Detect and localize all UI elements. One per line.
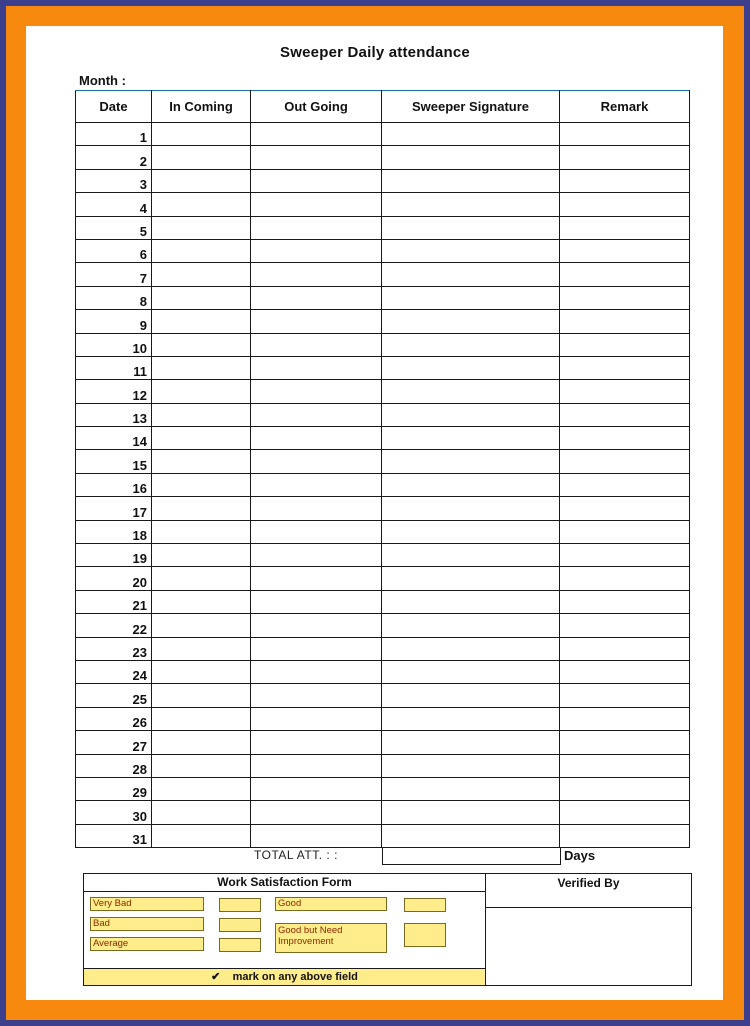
in-coming-cell[interactable] [152,169,251,192]
table-row [76,824,690,847]
in-coming-cell[interactable] [152,193,251,216]
date-cell: 4 [76,193,152,216]
out-going-cell[interactable] [251,193,382,216]
date-cell: 16 [76,473,152,496]
table-row [76,801,690,824]
out-going-cell[interactable] [251,614,382,637]
signature-cell[interactable] [382,731,560,754]
remark-cell[interactable] [560,473,690,496]
table-row [76,193,690,216]
table-row [76,777,690,800]
in-coming-cell[interactable] [152,333,251,356]
in-coming-cell[interactable] [152,497,251,520]
signature-cell[interactable] [382,239,560,262]
remark-cell[interactable] [560,216,690,239]
verified-by-box [485,873,692,986]
remark-cell[interactable] [560,333,690,356]
header-row [76,91,690,123]
remark-cell[interactable] [560,660,690,683]
remark-cell[interactable] [560,684,690,707]
table-row [76,450,690,473]
checkbox-good[interactable] [404,898,446,912]
table-row [76,239,690,262]
signature-cell[interactable] [382,123,560,146]
signature-cell[interactable] [382,520,560,543]
date-cell: 17 [76,497,152,520]
in-coming-cell[interactable] [152,450,251,473]
remark-cell[interactable] [560,707,690,730]
signature-cell[interactable] [382,660,560,683]
table-row [76,427,690,450]
total-att-label: TOTAL ATT. : : [254,848,338,862]
date-cell: 21 [76,590,152,613]
out-going-cell[interactable] [251,801,382,824]
out-going-cell[interactable] [251,637,382,660]
remark-cell[interactable] [560,169,690,192]
in-coming-cell[interactable] [152,263,251,286]
table-row [76,333,690,356]
remark-cell[interactable] [560,614,690,637]
signature-cell[interactable] [382,356,560,379]
col-header-out-going: Out Going [251,91,382,123]
table-row [76,380,690,403]
date-cell: 22 [76,614,152,637]
out-going-cell[interactable] [251,754,382,777]
signature-cell[interactable] [382,450,560,473]
days-label: Days [564,848,596,863]
remark-cell[interactable] [560,403,690,426]
table-row [76,660,690,683]
instruction-note [84,968,485,985]
col-header-in-coming: In Coming [152,91,251,123]
table-row [76,614,690,637]
date-cell: 5 [76,216,152,239]
in-coming-cell[interactable] [152,754,251,777]
remark-cell[interactable] [560,356,690,379]
signature-cell[interactable] [382,169,560,192]
in-coming-cell[interactable] [152,614,251,637]
out-going-cell[interactable] [251,520,382,543]
out-going-cell[interactable] [251,310,382,333]
in-coming-cell[interactable] [152,801,251,824]
date-cell: 24 [76,660,152,683]
in-coming-cell[interactable] [152,286,251,309]
out-going-cell[interactable] [251,777,382,800]
in-coming-cell[interactable] [152,520,251,543]
signature-cell[interactable] [382,801,560,824]
table-row [76,146,690,169]
out-going-cell[interactable] [251,473,382,496]
in-coming-cell[interactable] [152,216,251,239]
work-satisfaction-form [83,873,486,986]
remark-cell[interactable] [560,427,690,450]
col-header-remark: Remark [560,91,690,123]
out-going-cell[interactable] [251,380,382,403]
in-coming-cell[interactable] [152,310,251,333]
signature-cell[interactable] [382,427,560,450]
date-cell: 23 [76,637,152,660]
table-row [76,216,690,239]
in-coming-cell[interactable] [152,660,251,683]
remark-cell[interactable] [560,450,690,473]
in-coming-cell[interactable] [152,684,251,707]
out-going-cell[interactable] [251,731,382,754]
in-coming-cell[interactable] [152,403,251,426]
date-cell: 20 [76,567,152,590]
option-very-bad: Very Bad [90,897,204,911]
signature-cell[interactable] [382,567,560,590]
date-cell: 10 [76,333,152,356]
table-row [76,403,690,426]
in-coming-cell[interactable] [152,731,251,754]
table-row [76,684,690,707]
col-header-sweeper-signature: Sweeper Signature [382,91,560,123]
checkbox-average[interactable] [219,938,261,952]
out-going-cell[interactable] [251,824,382,847]
out-going-cell[interactable] [251,707,382,730]
remark-cell[interactable] [560,731,690,754]
checkbox-very-bad[interactable] [219,898,261,912]
date-cell: 9 [76,310,152,333]
remark-cell[interactable] [560,777,690,800]
attendance-table [75,90,690,848]
signature-cell[interactable] [382,310,560,333]
date-cell: 31 [76,824,152,847]
option-good: Good [275,897,387,911]
remark-cell[interactable] [560,590,690,613]
signature-cell[interactable] [382,333,560,356]
out-going-cell[interactable] [251,590,382,613]
in-coming-cell[interactable] [152,123,251,146]
date-cell: 30 [76,801,152,824]
in-coming-cell[interactable] [152,146,251,169]
total-att-field[interactable] [382,847,561,865]
table-row [76,356,690,379]
date-cell: 14 [76,427,152,450]
out-going-cell[interactable] [251,497,382,520]
date-cell: 3 [76,169,152,192]
instruction-text: mark on any above field [232,971,358,983]
in-coming-cell[interactable] [152,544,251,567]
date-cell: 7 [76,263,152,286]
col-header-date: Date [76,91,152,123]
out-going-cell[interactable] [251,660,382,683]
signature-cell[interactable] [382,590,560,613]
signature-cell[interactable] [382,286,560,309]
in-coming-cell[interactable] [152,567,251,590]
in-coming-cell[interactable] [152,590,251,613]
date-cell: 13 [76,403,152,426]
in-coming-cell[interactable] [152,637,251,660]
checkbox-bad[interactable] [219,918,261,932]
date-cell: 8 [76,286,152,309]
signature-cell[interactable] [382,193,560,216]
remark-cell[interactable] [560,637,690,660]
table-row [76,707,690,730]
checkmark-icon: ✔ [211,971,221,983]
out-going-cell[interactable] [251,286,382,309]
out-going-cell[interactable] [251,544,382,567]
out-going-cell[interactable] [251,146,382,169]
signature-cell[interactable] [382,637,560,660]
verified-by-label: Verified By [486,874,691,908]
date-cell: 19 [76,544,152,567]
in-coming-cell[interactable] [152,427,251,450]
remark-cell[interactable] [560,801,690,824]
date-cell: 26 [76,707,152,730]
table-row [76,286,690,309]
out-going-cell[interactable] [251,356,382,379]
table-row [76,754,690,777]
in-coming-cell[interactable] [152,473,251,496]
in-coming-cell[interactable] [152,239,251,262]
remark-cell[interactable] [560,239,690,262]
in-coming-cell[interactable] [152,380,251,403]
in-coming-cell[interactable] [152,707,251,730]
remark-cell[interactable] [560,380,690,403]
table-row [76,520,690,543]
date-cell: 27 [76,731,152,754]
signature-cell[interactable] [382,824,560,847]
signature-cell[interactable] [382,777,560,800]
table-row [76,567,690,590]
date-cell: 1 [76,123,152,146]
signature-cell[interactable] [382,380,560,403]
table-row [76,263,690,286]
remark-cell[interactable] [560,824,690,847]
date-cell: 2 [76,146,152,169]
signature-cell[interactable] [382,263,560,286]
out-going-cell[interactable] [251,684,382,707]
form-title: Sweeper Daily attendance [280,44,470,61]
signature-cell[interactable] [382,754,560,777]
signature-cell[interactable] [382,497,560,520]
table-row [76,637,690,660]
date-cell: 11 [76,356,152,379]
remark-cell[interactable] [560,520,690,543]
date-cell: 18 [76,520,152,543]
signature-cell[interactable] [382,544,560,567]
remark-cell[interactable] [560,310,690,333]
signature-cell[interactable] [382,684,560,707]
option-bad: Bad [90,917,204,931]
in-coming-cell[interactable] [152,777,251,800]
remark-cell[interactable] [560,286,690,309]
date-cell: 15 [76,450,152,473]
table-row [76,169,690,192]
signature-cell[interactable] [382,707,560,730]
out-going-cell[interactable] [251,450,382,473]
signature-cell[interactable] [382,473,560,496]
in-coming-cell[interactable] [152,356,251,379]
option-good-but-need-improvement: Good but Need Improvement [275,923,387,953]
table-row [76,497,690,520]
table-row [76,544,690,567]
out-going-cell[interactable] [251,403,382,426]
table-row [76,590,690,613]
date-cell: 25 [76,684,152,707]
table-row [76,310,690,333]
out-going-cell[interactable] [251,123,382,146]
table-row [76,473,690,496]
remark-cell[interactable] [560,567,690,590]
out-going-cell[interactable] [251,333,382,356]
signature-cell[interactable] [382,403,560,426]
date-cell: 12 [76,380,152,403]
remark-cell[interactable] [560,123,690,146]
out-going-cell[interactable] [251,427,382,450]
satisfaction-title: Work Satisfaction Form [84,874,485,892]
in-coming-cell[interactable] [152,824,251,847]
table-row [76,123,690,146]
option-average: Average [90,937,204,951]
remark-cell[interactable] [560,754,690,777]
out-going-cell[interactable] [251,263,382,286]
signature-cell[interactable] [382,146,560,169]
remark-cell[interactable] [560,146,690,169]
remark-cell[interactable] [560,193,690,216]
out-going-cell[interactable] [251,216,382,239]
total-row [75,847,691,865]
out-going-cell[interactable] [251,169,382,192]
remark-cell[interactable] [560,497,690,520]
table-row [76,731,690,754]
remark-cell[interactable] [560,544,690,567]
date-cell: 29 [76,777,152,800]
date-cell: 6 [76,239,152,262]
date-cell: 28 [76,754,152,777]
out-going-cell[interactable] [251,567,382,590]
signature-cell[interactable] [382,614,560,637]
month-label: Month : [79,73,126,88]
checkbox-good-but-need-improvement[interactable] [404,923,446,947]
out-going-cell[interactable] [251,239,382,262]
remark-cell[interactable] [560,263,690,286]
signature-cell[interactable] [382,216,560,239]
